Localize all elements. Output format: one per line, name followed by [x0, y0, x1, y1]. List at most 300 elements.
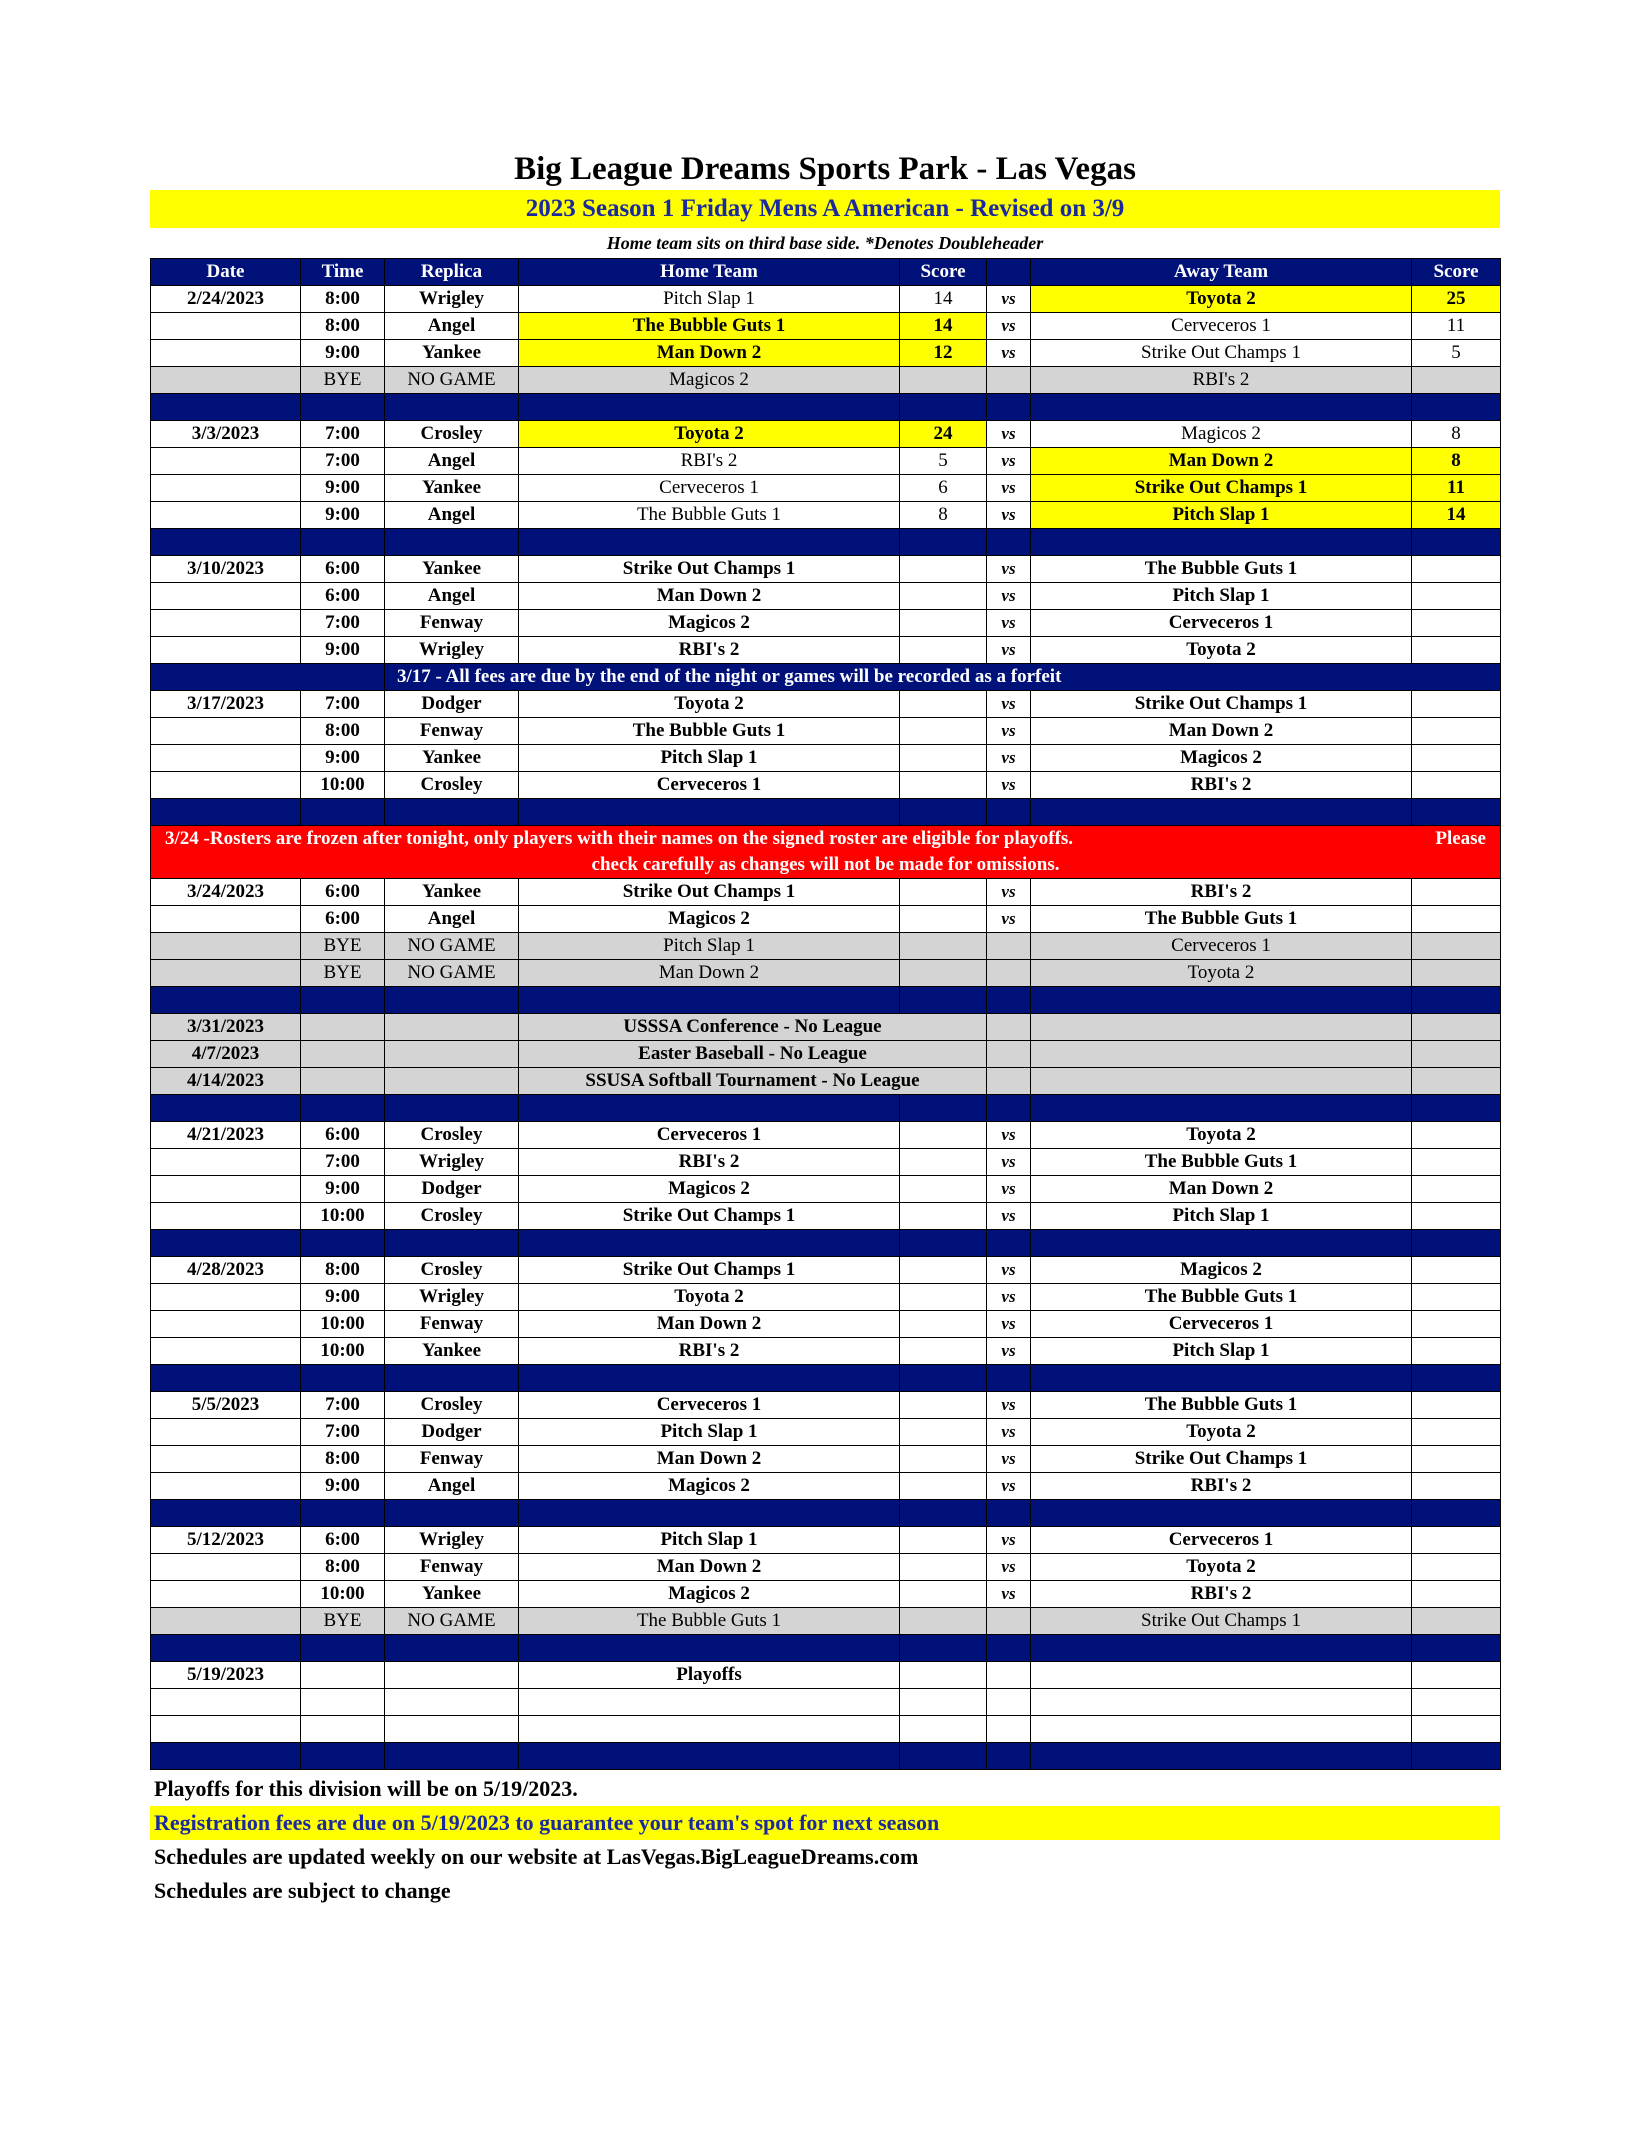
time-cell: 6:00 [301, 906, 385, 933]
away-team-cell: RBI's 2 [1031, 772, 1412, 799]
replica-cell: Crosley [385, 1257, 519, 1284]
time-cell: 9:00 [301, 1473, 385, 1500]
time-cell: 8:00 [301, 286, 385, 313]
home-score-cell [900, 1311, 987, 1338]
time-cell: 8:00 [301, 1554, 385, 1581]
blank-row [151, 1689, 1501, 1716]
date-cell [151, 1446, 301, 1473]
separator-cell [987, 987, 1031, 1014]
date-cell [151, 960, 301, 987]
home-team-cell: Pitch Slap 1 [519, 1527, 900, 1554]
away-score-cell [1412, 1149, 1501, 1176]
home-team-cell: Magicos 2 [519, 906, 900, 933]
home-score-cell: 6 [900, 475, 987, 502]
away-team-cell: Strike Out Champs 1 [1031, 1608, 1412, 1635]
away-team-cell: Pitch Slap 1 [1031, 1338, 1412, 1365]
separator-cell [987, 1635, 1031, 1662]
separator-cell [385, 529, 519, 556]
home-score-cell [900, 1392, 987, 1419]
page-title: Big League Dreams Sports Park - Las Vegas [514, 151, 1136, 187]
time-cell [301, 1041, 385, 1068]
separator-cell [1412, 394, 1501, 421]
game-row [151, 475, 1501, 502]
home-score-cell [900, 1203, 987, 1230]
bye-row [151, 367, 1501, 394]
no-league-text: Easter Baseball - No League [519, 1041, 987, 1068]
home-team-cell: The Bubble Guts 1 [519, 1608, 900, 1635]
time-cell: 7:00 [301, 1419, 385, 1446]
time-cell [301, 1716, 385, 1743]
time-cell: 9:00 [301, 475, 385, 502]
footer-registration: Registration fees are due on 5/19/2023 to guarantee your team's spot for next season [150, 1806, 1500, 1840]
separator-cell [385, 1095, 519, 1122]
separator-cell [1412, 1095, 1501, 1122]
game-row [151, 610, 1501, 637]
game-row [151, 448, 1501, 475]
separator-cell [900, 1365, 987, 1392]
separator-cell [900, 1095, 987, 1122]
game-row [151, 745, 1501, 772]
home-score-cell [900, 610, 987, 637]
date-cell: 3/24/2023 [151, 879, 301, 906]
away-team-cell: The Bubble Guts 1 [1031, 1284, 1412, 1311]
home-score-cell [900, 906, 987, 933]
date-cell [151, 1284, 301, 1311]
header-time: Time [301, 259, 385, 286]
replica-cell [385, 1014, 519, 1041]
separator-cell [385, 799, 519, 826]
separator-cell [1031, 1743, 1412, 1770]
separator-cell [900, 394, 987, 421]
footer-disclaimer: Schedules are subject to change [154, 1878, 451, 1903]
date-cell [151, 448, 301, 475]
home-team-cell: Playoffs [519, 1662, 900, 1689]
replica-cell: Wrigley [385, 1149, 519, 1176]
away-score-cell [1412, 1257, 1501, 1284]
separator-cell [519, 529, 900, 556]
date-cell: 4/7/2023 [151, 1041, 301, 1068]
away-score-cell: 8 [1412, 421, 1501, 448]
vs-cell [987, 933, 1031, 960]
week-separator [151, 1635, 1501, 1662]
time-cell [301, 1068, 385, 1095]
roster-notice-line1: 3/24 -Rosters are frozen after tonight, only players with their names on the signed roster are eligible for playoffs. [165, 828, 1074, 849]
away-team-cell: Cerveceros 1 [1031, 1527, 1412, 1554]
vs-cell: vs [987, 1176, 1031, 1203]
separator-cell [519, 1230, 900, 1257]
separator-cell [519, 394, 900, 421]
replica-cell: Angel [385, 313, 519, 340]
game-row [151, 1311, 1501, 1338]
away-score-cell [1412, 1554, 1501, 1581]
separator-cell [519, 799, 900, 826]
vs-cell: vs [987, 906, 1031, 933]
away-team-cell: Strike Out Champs 1 [1031, 340, 1412, 367]
home-team-cell: RBI's 2 [519, 448, 900, 475]
away-score-cell [1412, 1014, 1501, 1041]
separator-cell [1412, 987, 1501, 1014]
away-score-cell [1412, 1338, 1501, 1365]
game-row [151, 1149, 1501, 1176]
separator-cell [987, 1230, 1031, 1257]
replica-cell: Dodger [385, 691, 519, 718]
home-team-cell: RBI's 2 [519, 1149, 900, 1176]
away-team-cell: RBI's 2 [1031, 1581, 1412, 1608]
home-score-cell [900, 772, 987, 799]
home-score-cell [900, 637, 987, 664]
home-team-cell: The Bubble Guts 1 [519, 313, 900, 340]
week-separator [151, 987, 1501, 1014]
separator-cell [1031, 394, 1412, 421]
date-cell: 3/17/2023 [151, 691, 301, 718]
no-league-text: USSSA Conference - No League [519, 1014, 987, 1041]
date-cell [151, 745, 301, 772]
vs-cell: vs [987, 637, 1031, 664]
home-score-cell [900, 1554, 987, 1581]
home-score-cell [900, 691, 987, 718]
game-row [151, 583, 1501, 610]
game-row [151, 906, 1501, 933]
blank-row [151, 1716, 1501, 1743]
home-team-cell: RBI's 2 [519, 1338, 900, 1365]
date-cell [151, 1311, 301, 1338]
separator-cell [1031, 1095, 1412, 1122]
home-team-cell: Man Down 2 [519, 1311, 900, 1338]
roster-notice-wrap [151, 826, 1500, 878]
game-row [151, 1527, 1501, 1554]
vs-cell: vs [987, 1311, 1031, 1338]
separator-cell [987, 799, 1031, 826]
separator-cell [519, 1743, 900, 1770]
away-team-cell: Toyota 2 [1031, 960, 1412, 987]
header-home-team: Home Team [519, 259, 900, 286]
vs-cell: vs [987, 1203, 1031, 1230]
date-cell: 5/5/2023 [151, 1392, 301, 1419]
away-score-cell [1412, 718, 1501, 745]
home-score-cell [900, 583, 987, 610]
footer-website: Schedules are updated weekly on our website at LasVegas.BigLeagueDreams.com [154, 1844, 919, 1869]
replica-cell: Dodger [385, 1419, 519, 1446]
away-score-cell [1412, 1122, 1501, 1149]
game-row [151, 313, 1501, 340]
game-row [151, 1419, 1501, 1446]
away-score-cell [1412, 637, 1501, 664]
replica-cell: NO GAME [385, 367, 519, 394]
home-team-cell: Strike Out Champs 1 [519, 1257, 900, 1284]
home-team-cell: RBI's 2 [519, 637, 900, 664]
separator-cell [519, 1635, 900, 1662]
home-team-cell: Magicos 2 [519, 367, 900, 394]
away-score-cell [1412, 583, 1501, 610]
home-score-cell [900, 718, 987, 745]
home-score-cell: 14 [900, 286, 987, 313]
separator-cell [519, 1365, 900, 1392]
home-score-cell [900, 1284, 987, 1311]
date-cell [151, 340, 301, 367]
separator-cell [151, 394, 301, 421]
away-score-cell: 8 [1412, 448, 1501, 475]
replica-cell: Crosley [385, 1122, 519, 1149]
time-cell: 6:00 [301, 583, 385, 610]
schedule-sheet [150, 148, 1500, 1908]
home-team-cell: Toyota 2 [519, 421, 900, 448]
replica-cell: Wrigley [385, 1284, 519, 1311]
date-cell: 3/10/2023 [151, 556, 301, 583]
away-team-cell: Man Down 2 [1031, 1176, 1412, 1203]
vs-cell: vs [987, 475, 1031, 502]
game-row [151, 286, 1501, 313]
header-date: Date [151, 259, 301, 286]
separator-cell [900, 987, 987, 1014]
separator-cell [301, 529, 385, 556]
replica-cell: Yankee [385, 879, 519, 906]
date-cell [151, 475, 301, 502]
replica-cell: NO GAME [385, 933, 519, 960]
away-team-cell: Toyota 2 [1031, 637, 1412, 664]
away-team-cell: Cerveceros 1 [1031, 313, 1412, 340]
vs-cell: vs [987, 421, 1031, 448]
home-team-cell: The Bubble Guts 1 [519, 502, 900, 529]
time-cell: 9:00 [301, 745, 385, 772]
home-team-cell: Strike Out Champs 1 [519, 1203, 900, 1230]
roster-notice-please: Please [1435, 828, 1486, 849]
date-cell [151, 1716, 301, 1743]
separator-cell [519, 1095, 900, 1122]
away-score-cell [1412, 691, 1501, 718]
vs-cell: vs [987, 745, 1031, 772]
away-team-cell: Man Down 2 [1031, 718, 1412, 745]
away-team-cell: Cerveceros 1 [1031, 610, 1412, 637]
footer-playoffs: Playoffs for this division will be on 5/19/2023. [154, 1776, 578, 1801]
home-team-cell: The Bubble Guts 1 [519, 718, 900, 745]
fee-notice: 3/17 - All fees are due by the end of the night or games will be recorded as a forfeit [385, 664, 1501, 691]
away-score-cell: 11 [1412, 313, 1501, 340]
game-row [151, 772, 1501, 799]
date-cell [151, 637, 301, 664]
vs-cell: vs [987, 610, 1031, 637]
date-cell [151, 1473, 301, 1500]
separator-cell [1031, 529, 1412, 556]
replica-cell [385, 1662, 519, 1689]
separator-cell [1031, 1635, 1412, 1662]
away-team-cell: Cerveceros 1 [1031, 933, 1412, 960]
home-team-cell: Toyota 2 [519, 1284, 900, 1311]
away-score-cell: 25 [1412, 286, 1501, 313]
vs-cell: vs [987, 1257, 1031, 1284]
game-row [151, 1257, 1501, 1284]
separator-cell [1412, 1635, 1501, 1662]
separator-cell [301, 1500, 385, 1527]
date-cell: 3/31/2023 [151, 1014, 301, 1041]
replica-cell: Fenway [385, 1311, 519, 1338]
home-score-cell [900, 1419, 987, 1446]
replica-cell: Crosley [385, 1203, 519, 1230]
vs-cell: vs [987, 1554, 1031, 1581]
replica-cell: Crosley [385, 772, 519, 799]
separator-cell [301, 799, 385, 826]
time-cell: 10:00 [301, 1311, 385, 1338]
separator-cell [900, 799, 987, 826]
date-cell: 2/24/2023 [151, 286, 301, 313]
replica-cell [385, 1041, 519, 1068]
vs-cell [987, 1689, 1031, 1716]
replica-cell: Angel [385, 906, 519, 933]
separator-cell [151, 987, 301, 1014]
separator-cell [151, 1635, 301, 1662]
vs-cell: vs [987, 1473, 1031, 1500]
week-separator [151, 1743, 1501, 1770]
date-cell [151, 1689, 301, 1716]
away-score-cell [1412, 1689, 1501, 1716]
vs-cell [987, 960, 1031, 987]
time-cell: BYE [301, 960, 385, 987]
bye-row [151, 1608, 1501, 1635]
notice-spacer [151, 664, 385, 691]
playoffs-row [151, 1662, 1501, 1689]
vs-cell: vs [987, 1149, 1031, 1176]
game-row [151, 1284, 1501, 1311]
home-score-cell [900, 1662, 987, 1689]
separator-cell [151, 1500, 301, 1527]
away-team-cell: Strike Out Champs 1 [1031, 1446, 1412, 1473]
time-cell [301, 1014, 385, 1041]
time-cell: 10:00 [301, 772, 385, 799]
away-team-cell: The Bubble Guts 1 [1031, 906, 1412, 933]
vs-cell [987, 1608, 1031, 1635]
vs-cell: vs [987, 313, 1031, 340]
home-score-cell [900, 1338, 987, 1365]
home-score-cell [900, 1446, 987, 1473]
away-score-cell [1412, 772, 1501, 799]
time-cell: 8:00 [301, 1257, 385, 1284]
away-team-cell: Magicos 2 [1031, 745, 1412, 772]
home-team-cell [519, 1716, 900, 1743]
game-row [151, 637, 1501, 664]
away-score-cell: 5 [1412, 340, 1501, 367]
date-cell: 4/21/2023 [151, 1122, 301, 1149]
home-score-cell [900, 960, 987, 987]
vs-cell: vs [987, 1338, 1031, 1365]
date-cell [151, 772, 301, 799]
separator-cell [987, 1365, 1031, 1392]
separator-cell [1412, 1230, 1501, 1257]
fee-notice-row [151, 664, 1501, 691]
replica-cell: NO GAME [385, 1608, 519, 1635]
away-team-cell [1031, 1014, 1412, 1041]
away-score-cell [1412, 960, 1501, 987]
date-cell [151, 933, 301, 960]
home-score-cell: 12 [900, 340, 987, 367]
vs-cell: vs [987, 1122, 1031, 1149]
home-team-cell: Pitch Slap 1 [519, 745, 900, 772]
away-score-cell [1412, 879, 1501, 906]
home-team-cell: Pitch Slap 1 [519, 286, 900, 313]
game-row [151, 691, 1501, 718]
header-home-score: Score [900, 259, 987, 286]
week-separator [151, 529, 1501, 556]
separator-cell [987, 1743, 1031, 1770]
date-cell: 4/28/2023 [151, 1257, 301, 1284]
date-cell: 4/14/2023 [151, 1068, 301, 1095]
separator-cell [1031, 799, 1412, 826]
home-score-cell [900, 367, 987, 394]
week-separator [151, 1365, 1501, 1392]
replica-cell: Yankee [385, 1581, 519, 1608]
away-team-cell [1031, 1041, 1412, 1068]
replica-cell: Dodger [385, 1176, 519, 1203]
away-team-cell: RBI's 2 [1031, 1473, 1412, 1500]
vs-cell: vs [987, 691, 1031, 718]
separator-cell [301, 1743, 385, 1770]
away-team-cell: RBI's 2 [1031, 879, 1412, 906]
vs-cell [987, 1068, 1031, 1095]
away-team-cell: Magicos 2 [1031, 421, 1412, 448]
home-score-cell [900, 933, 987, 960]
vs-cell: vs [987, 502, 1031, 529]
away-score-cell [1412, 1176, 1501, 1203]
no-league-row [151, 1014, 1501, 1041]
replica-cell: Yankee [385, 745, 519, 772]
separator-cell [385, 1500, 519, 1527]
separator-cell [301, 987, 385, 1014]
replica-cell: Fenway [385, 718, 519, 745]
home-team-cell: Strike Out Champs 1 [519, 879, 900, 906]
home-score-cell [900, 1149, 987, 1176]
vs-cell [987, 1014, 1031, 1041]
game-row [151, 1203, 1501, 1230]
home-team-cell: Magicos 2 [519, 1176, 900, 1203]
roster-notice-cell [151, 826, 1501, 879]
home-team-cell: Magicos 2 [519, 1473, 900, 1500]
time-cell: 7:00 [301, 1392, 385, 1419]
time-cell: 10:00 [301, 1581, 385, 1608]
replica-cell: Crosley [385, 1392, 519, 1419]
replica-cell [385, 1689, 519, 1716]
away-score-cell [1412, 745, 1501, 772]
separator-cell [1412, 1365, 1501, 1392]
time-cell: 9:00 [301, 502, 385, 529]
separator-cell [385, 1743, 519, 1770]
away-team-cell [1031, 1716, 1412, 1743]
away-score-cell: 14 [1412, 502, 1501, 529]
vs-cell: vs [987, 718, 1031, 745]
away-team-cell: Pitch Slap 1 [1031, 502, 1412, 529]
home-score-cell: 24 [900, 421, 987, 448]
replica-cell: Yankee [385, 340, 519, 367]
date-cell [151, 1554, 301, 1581]
separator-cell [900, 529, 987, 556]
away-team-cell: Toyota 2 [1031, 1554, 1412, 1581]
bye-row [151, 933, 1501, 960]
replica-cell: Yankee [385, 475, 519, 502]
replica-cell: NO GAME [385, 960, 519, 987]
time-cell: 8:00 [301, 718, 385, 745]
separator-cell [151, 1095, 301, 1122]
time-cell: 6:00 [301, 556, 385, 583]
away-team-cell: RBI's 2 [1031, 367, 1412, 394]
separator-cell [900, 1743, 987, 1770]
away-team-cell: Strike Out Champs 1 [1031, 475, 1412, 502]
game-row [151, 1338, 1501, 1365]
home-score-cell: 14 [900, 313, 987, 340]
separator-cell [1412, 1500, 1501, 1527]
vs-cell: vs [987, 879, 1031, 906]
date-cell [151, 1338, 301, 1365]
away-team-cell [1031, 1662, 1412, 1689]
time-cell: 6:00 [301, 1527, 385, 1554]
game-row [151, 1473, 1501, 1500]
home-team-note: Home team sits on third base side. *Denotes Doubleheader [606, 233, 1044, 253]
